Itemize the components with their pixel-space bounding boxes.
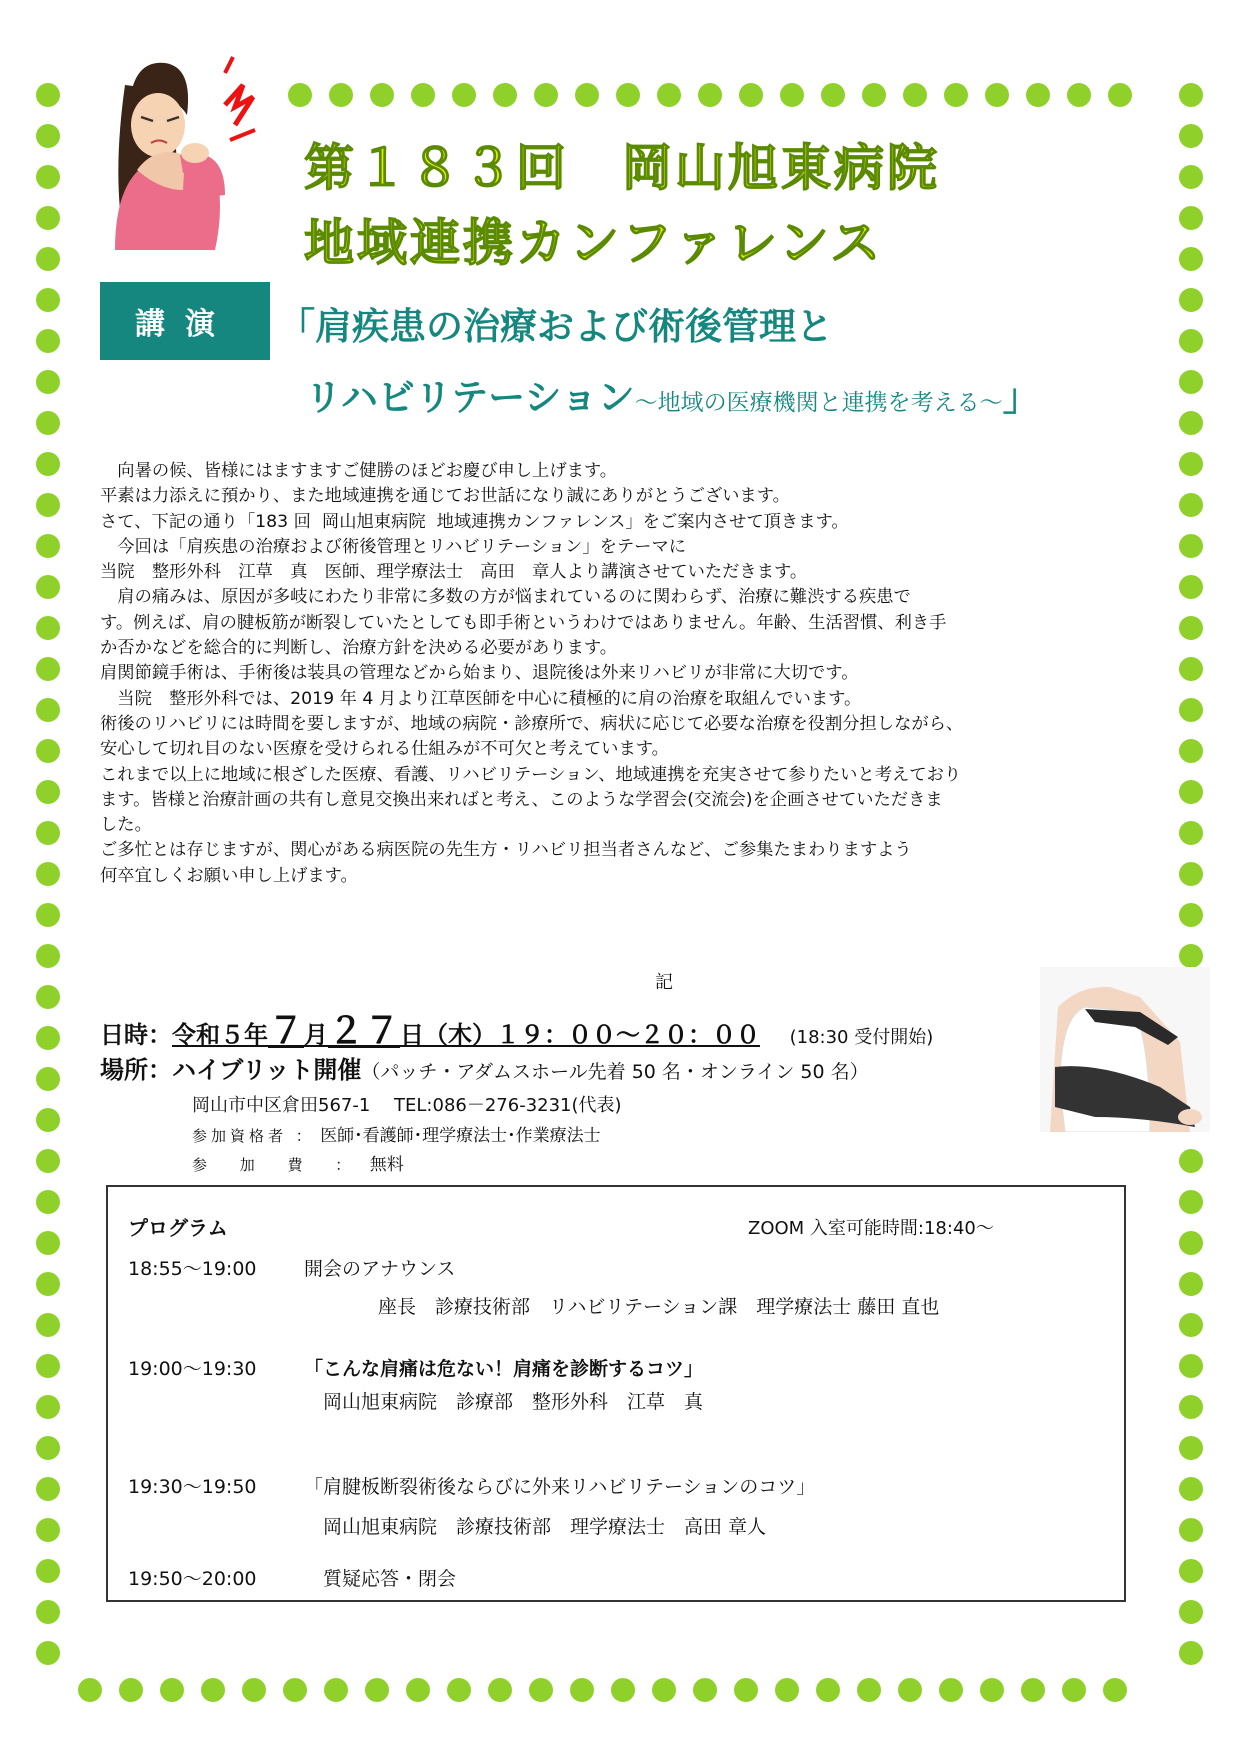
border-dot: [36, 1395, 60, 1419]
border-dot: [36, 1026, 60, 1050]
border-dot: [1179, 1477, 1203, 1501]
border-dot: [36, 1641, 60, 1665]
border-dot: [36, 534, 60, 558]
border-dot: [36, 903, 60, 927]
border-dot: [36, 739, 60, 763]
border-dot: [698, 83, 722, 107]
border-dot: [36, 411, 60, 435]
program-time: 19:00～19:30: [128, 1358, 257, 1380]
border-dot: [862, 83, 886, 107]
lecture-tag: 講演: [100, 282, 270, 360]
date-prefix: 令和５年: [172, 1021, 268, 1049]
border-dot: [36, 165, 60, 189]
border-dot: [1179, 493, 1203, 517]
border-dot: [1179, 780, 1203, 804]
program-heading: プログラム: [128, 1216, 228, 1240]
body-line: 当院 整形外科では、2019 年 4 月より江草医師を中心に積極的に肩の治療を取組んでいます。: [100, 688, 862, 709]
border-dot: [1179, 534, 1203, 558]
program-title: 開会のアナウンス: [304, 1258, 456, 1280]
border-dot: [529, 1678, 553, 1702]
border-dot: [1179, 575, 1203, 599]
border-dot: [36, 206, 60, 230]
border-dot: [1179, 1190, 1203, 1214]
fee-value: 無料: [369, 1155, 404, 1175]
border-dot: [1179, 1641, 1203, 1665]
body-line: した。: [100, 815, 152, 836]
border-dot: [36, 288, 60, 312]
reception-time: (18:30 受付開始): [789, 1027, 934, 1048]
border-dot: [1179, 1231, 1203, 1255]
program-time: 18:55～19:00: [128, 1258, 257, 1280]
border-dot: [652, 1678, 676, 1702]
body-line: さて、下記の通り「183 回 岡山旭東病院 地域連携カンファレンス」をご案内させて頂きます。: [100, 511, 849, 532]
border-dot: [1179, 288, 1203, 312]
body-line: ます。皆様と治療計画の共有し意見交換出来ればと考え、このような学習会(交流会)を企画させていただきま: [100, 789, 943, 810]
border-dot: [1179, 698, 1203, 722]
program-title: 「こんな肩痛は危ない！肩痛を診断するコツ」: [304, 1358, 704, 1380]
border-dot: [201, 1678, 225, 1702]
qualification-row: [192, 1121, 601, 1146]
border-dot: [1179, 1518, 1203, 1542]
border-dot: [36, 247, 60, 271]
zoom-entry-time: ZOOM 入室可能時間:18:40～: [748, 1218, 994, 1239]
border-dot: [980, 1678, 1004, 1702]
border-dot: [611, 1678, 635, 1702]
border-dot: [534, 83, 558, 107]
border-dot: [857, 1678, 881, 1702]
border-dot: [36, 1600, 60, 1624]
border-dot: [1062, 1678, 1086, 1702]
border-dot: [1179, 83, 1203, 107]
lecture-title-close: 」: [1002, 376, 1040, 419]
program-time: 19:50～20:00: [128, 1568, 257, 1590]
body-line: す。例えば、肩の腱板筋が断裂していたとしても即手術というわけではありません。年齢、生活習慣、利き手: [100, 612, 947, 633]
border-dot: [36, 83, 60, 107]
border-dot: [1179, 124, 1203, 148]
body-line: 術後のリハビリには時間を要しますが、地域の病院・診療所で、病状に応じて必要な治療を役割分担しながら、: [100, 713, 964, 734]
border-dot: [36, 1108, 60, 1132]
border-dot: [36, 1354, 60, 1378]
border-dot: [1179, 1149, 1203, 1173]
border-dot: [693, 1678, 717, 1702]
border-dot: [1179, 739, 1203, 763]
border-dot: [1179, 329, 1203, 353]
ki-label: 記: [655, 972, 673, 993]
border-dot: [1108, 83, 1132, 107]
border-dot: [1179, 165, 1203, 189]
body-line: 何卒宜しくお願い申し上げます。: [100, 865, 358, 886]
border-dot: [283, 1678, 307, 1702]
border-dot: [36, 1272, 60, 1296]
border-dot: [898, 1678, 922, 1702]
lecture-title-line2: [305, 367, 1040, 421]
qualification-label: 参加資格者 ：: [192, 1127, 315, 1145]
place-value: ハイブリット開催: [172, 1056, 362, 1084]
border-dot: [570, 1678, 594, 1702]
border-dot: [370, 83, 394, 107]
border-dot: [119, 1678, 143, 1702]
body-line: か否かなどを総合的に判断し、治療方針を決める必要があります。: [100, 638, 618, 659]
date-month: ７: [268, 1011, 305, 1052]
body-line: 向暑の候、皆様にはますますご健勝のほどお慶び申し上げます。: [100, 461, 618, 481]
border-dot: [1179, 616, 1203, 640]
border-dot: [36, 1190, 60, 1214]
program-speaker: 座長 診療技術部 リハビリテーション課 理学療法士 藤田 直也: [378, 1296, 940, 1318]
border-dot: [1179, 370, 1203, 394]
border-dot: [36, 1559, 60, 1583]
border-dot: [242, 1678, 266, 1702]
border-dot: [616, 83, 640, 107]
border-dot: [575, 83, 599, 107]
body-line: ご多忙とは存じますが、関心がある病医院の先生方・リハビリ担当者さんなど、ご参集たまわりますよう: [100, 840, 912, 861]
border-dot: [1179, 1313, 1203, 1337]
border-dot: [821, 83, 845, 107]
date-day-unit: 日（木）: [400, 1021, 497, 1049]
program-time: 19:30～19:50: [128, 1476, 257, 1498]
border-dot: [1103, 1678, 1127, 1702]
border-dot: [775, 1678, 799, 1702]
border-dot: [1179, 657, 1203, 681]
border-dot: [734, 1678, 758, 1702]
border-dot: [36, 1231, 60, 1255]
place-row: [100, 1050, 869, 1085]
border-dot: [160, 1678, 184, 1702]
border-dot: [903, 83, 927, 107]
border-dot: [36, 944, 60, 968]
border-dot: [447, 1678, 471, 1702]
body-line: 当院 整形外科 江草 真 医師、理学療法士 高田 章人より講演させていただきます。: [100, 562, 808, 583]
border-dot: [1179, 903, 1203, 927]
border-dot: [657, 83, 681, 107]
body-line: 安心して切れ目のない医療を受けられる仕組みが不可欠と考えています。: [100, 739, 669, 760]
border-dot: [36, 821, 60, 845]
border-dot: [36, 575, 60, 599]
border-dot: [36, 657, 60, 681]
border-dot: [411, 83, 435, 107]
border-dot: [78, 1678, 102, 1702]
address: 岡山市中区倉田567-1 TEL:086－276-3231(代表): [192, 1095, 622, 1116]
fee-label: 参 加 費 ：: [192, 1156, 365, 1174]
place-label: 場所：: [100, 1056, 172, 1084]
page-title-line1: 第１８３回 岡山旭東病院: [304, 139, 940, 197]
fee-row: [192, 1150, 404, 1175]
border-dot: [1179, 1272, 1203, 1296]
border-dot: [488, 1678, 512, 1702]
lecture-title-main: リハビリテーション: [305, 376, 635, 419]
border-dot: [36, 698, 60, 722]
border-dot: [36, 1477, 60, 1501]
border-dot: [36, 329, 60, 353]
border-dot: [985, 83, 1009, 107]
border-dot: [36, 780, 60, 804]
border-dot: [1026, 83, 1050, 107]
border-dot: [1179, 1436, 1203, 1460]
program-title: 質疑応答・閉会: [323, 1568, 457, 1590]
program-speaker: 岡山旭東病院 診療技術部 理学療法士 高田 章人: [323, 1516, 767, 1538]
border-dot: [780, 83, 804, 107]
border-dot: [36, 985, 60, 1009]
border-dot: [288, 83, 312, 107]
date-month-unit: 月: [304, 1021, 329, 1049]
border-dot: [1067, 83, 1091, 107]
arm-sling-photo: [1040, 967, 1210, 1132]
border-dot: [36, 452, 60, 476]
border-dot: [1179, 411, 1203, 435]
place-note: （パッチ・アダムスホール先着 50 名・オンライン 50 名）: [361, 1061, 869, 1083]
program-box: [106, 1185, 1126, 1602]
border-dot: [1021, 1678, 1045, 1702]
border-dot: [1179, 452, 1203, 476]
border-dot: [36, 124, 60, 148]
border-dot: [36, 616, 60, 640]
date-row: [100, 1003, 933, 1054]
border-dot: [1179, 206, 1203, 230]
date-label: 日時：: [100, 1021, 172, 1049]
border-dot: [1179, 862, 1203, 886]
body-line: 平素は力添えに預かり、また地域連携を通じてお世話になり誠にありがとうございます。: [100, 486, 790, 507]
border-dot: [1179, 247, 1203, 271]
border-dot: [36, 1067, 60, 1091]
border-dot: [1179, 1395, 1203, 1419]
border-dot: [36, 862, 60, 886]
qualification-value: 医師･看護師･理学療法士･作業療法士: [320, 1126, 601, 1146]
border-dot: [1179, 821, 1203, 845]
date-time: １９：００～２０：００: [496, 1021, 761, 1049]
border-dot: [36, 1149, 60, 1173]
lecture-title-line1: 「肩疾患の治療および術後管理と: [278, 305, 833, 348]
border-dot: [365, 1678, 389, 1702]
border-dot: [1179, 1559, 1203, 1583]
border-dot: [36, 1518, 60, 1542]
body-line: 肩関節鏡手術は、手術後は装具の管理などから始まり、退院後は外来リハビリが非常に大切です。: [100, 663, 859, 684]
border-dot: [493, 83, 517, 107]
border-dot: [329, 83, 353, 107]
page-title-line2: 地域連携カンファレンス: [304, 214, 884, 272]
border-dot: [1179, 1354, 1203, 1378]
body-line: 肩の痛みは、原因が多岐にわたり非常に多数の方が悩まれているのに関わらず、治療に難渋する疾患で: [100, 587, 911, 608]
body-line: 今回は「肩疾患の治療および術後管理とリハビリテーション」をテーマに: [100, 536, 687, 557]
program-speaker: 岡山旭東病院 診療部 整形外科 江草 真: [323, 1391, 704, 1413]
border-dot: [739, 83, 763, 107]
shoulder-pain-illustration: [75, 45, 275, 250]
border-dot: [36, 1436, 60, 1460]
border-dot: [324, 1678, 348, 1702]
border-dot: [36, 370, 60, 394]
body-line: これまで以上に地域に根ざした医療、看護、リハビリテーション、地域連携を充実させて参りたいと考えており: [100, 764, 962, 785]
border-dot: [1179, 1600, 1203, 1624]
program-title: 「肩腱板断裂術後ならびに外来リハビリテーションのコツ」: [304, 1476, 816, 1498]
lecture-subtitle: ～地域の医療機関と連携を考える～: [634, 390, 1003, 416]
border-dot: [36, 493, 60, 517]
border-dot: [36, 1313, 60, 1337]
border-dot: [452, 83, 476, 107]
border-dot: [406, 1678, 430, 1702]
date-day: ２７: [328, 1011, 401, 1052]
border-dot: [1179, 944, 1203, 968]
border-dot: [944, 83, 968, 107]
border-dot: [816, 1678, 840, 1702]
body-text: [100, 459, 1150, 889]
border-dot: [939, 1678, 963, 1702]
